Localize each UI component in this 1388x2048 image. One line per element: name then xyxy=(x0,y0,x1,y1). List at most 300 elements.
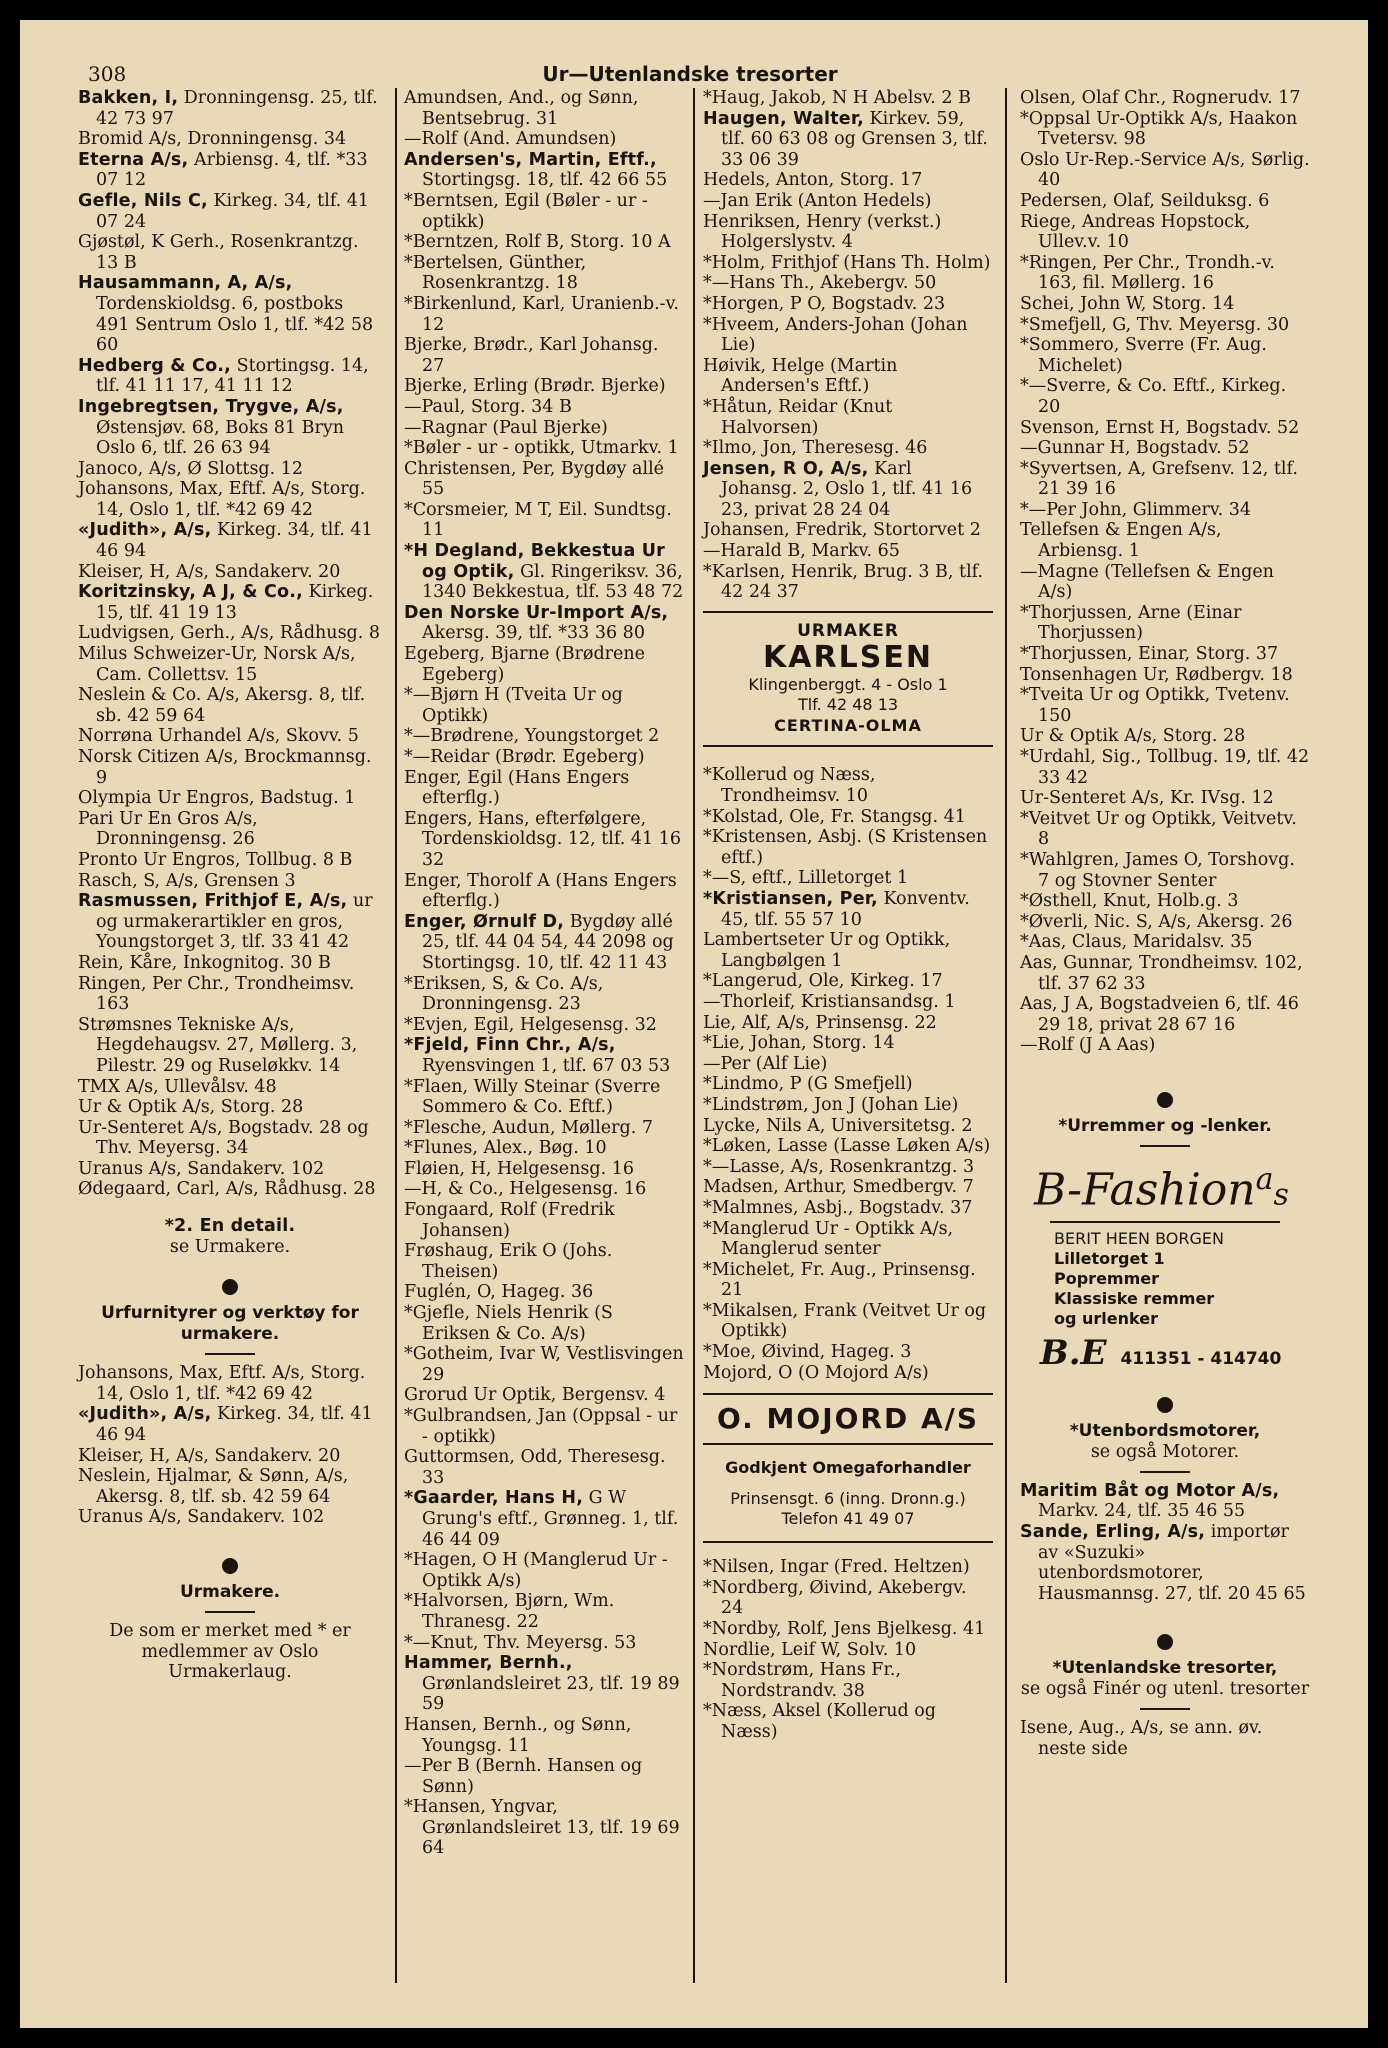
directory-entry xyxy=(703,765,993,806)
directory-entry xyxy=(404,1797,686,1859)
column-divider xyxy=(1005,88,1007,1983)
ad-mojord xyxy=(703,1401,993,1529)
entry-text: *Michelet, Fr. Aug., Prinsensg. 21 xyxy=(703,1259,976,1301)
entry-list xyxy=(1020,88,1310,1056)
entry-name: Bakken, I, xyxy=(78,88,179,108)
directory-entry xyxy=(404,1159,686,1180)
section-reference: se også Motorer. xyxy=(1090,1442,1240,1463)
entry-text: Engers, Hans, efterfølgere, Tordenskioldsg. 12, tlf. 41 16 32 xyxy=(404,808,681,870)
entry-text: *Nordberg, Øivind, Akebergv. 24 xyxy=(703,1577,967,1619)
entry-text: —Harald B, Markv. 65 xyxy=(703,541,900,562)
entry-text: Johansen, Fredrik, Stortorvet 2 xyxy=(703,520,981,541)
entry-text: *Halvorsen, Bjørn, Wm. Thranesg. 22 xyxy=(404,1591,615,1632)
directory-entry xyxy=(703,1116,993,1137)
entry-list xyxy=(78,1363,382,1528)
section-note: De som er merket med * er medlemmer av Oslo Urmakerlaug. xyxy=(109,1621,351,1683)
directory-entry xyxy=(1020,603,1310,644)
directory-entry xyxy=(1020,294,1310,315)
column-4 xyxy=(1020,88,1310,1759)
ad-address: Klingenberggt. 4 - Oslo 1 xyxy=(748,675,948,695)
entry-text: Tonsenhagen Ur, Rødbergv. 18 xyxy=(1020,664,1293,685)
directory-entry xyxy=(404,1077,686,1118)
directory-entry xyxy=(703,541,993,562)
directory-entry xyxy=(404,541,686,603)
entry-text: Ur-Senteret A/s, Kr. IVsg. 12 xyxy=(1020,788,1274,809)
entry-text: Fløien, H, Helgesensg. 16 xyxy=(404,1158,634,1179)
entry-text: *—S, eftf., Lilletorget 1 xyxy=(703,868,909,889)
column-3 xyxy=(703,88,993,1743)
directory-entry xyxy=(1020,150,1310,191)
entry-text: *Wahlgren, James O, Torshovg. 7 og Stovner Senter xyxy=(1020,849,1295,891)
entry-text: *Kollerud og Næss, Trondheimsv. 10 xyxy=(703,765,876,807)
entry-text: Høivik, Helge (Martin Andersen's Eftf.) xyxy=(703,355,898,397)
entry-text: Hedels, Anton, Storg. 17 xyxy=(703,170,923,191)
entry-text: Egeberg, Bjarne (Brødrene Egeberg) xyxy=(404,644,646,685)
directory-entry xyxy=(703,397,993,438)
directory-entry xyxy=(703,827,993,868)
directory-entry xyxy=(78,459,382,480)
entry-text: *Veitvet Ur og Optikk, Veitvetv. 8 xyxy=(1020,808,1297,850)
directory-entry xyxy=(78,1507,382,1528)
entry-text: Enger, Thorolf A (Hans Engers efterflg.) xyxy=(404,870,677,912)
section-title-urfurnityrer: Urfurnityrer og verktøy for urmakere. xyxy=(101,1303,359,1345)
ad-address: Lilletorget 1 xyxy=(1054,1248,1165,1268)
entry-text: *Oppsal Ur-Optikk A/s, Haakon Tvetersv. 98 xyxy=(1020,108,1298,150)
directory-entry xyxy=(1020,459,1310,500)
entry-text: *Flunes, Alex., Bøg. 10 xyxy=(404,1138,607,1159)
entry-text: Ødegaard, Carl, A/s, Rådhusg. 28 xyxy=(78,1179,376,1200)
directory-entry xyxy=(404,1756,686,1797)
entry-name: *Gaarder, Hans H, xyxy=(404,1488,584,1509)
directory-entry xyxy=(404,1488,686,1550)
entry-text: Fongaard, Rolf (Fredrik Johansen) xyxy=(404,1200,615,1241)
page-title: Ur—Utenlandske tresorter xyxy=(542,62,838,86)
entry-text: Fuglén, O, Hageg. 36 xyxy=(404,1282,594,1303)
directory-entry xyxy=(404,129,686,150)
directory-entry xyxy=(1020,809,1310,850)
entry-text: Kleiser, H, A/s, Sandakerv. 20 xyxy=(78,561,341,582)
entry-list xyxy=(78,88,382,1200)
directory-entry xyxy=(1020,912,1310,933)
entry-text: Akersg. 39, tlf. *33 36 80 xyxy=(422,623,645,644)
entry-text: Kirkev. 59, tlf. 60 63 08 og Grensen 3, tlf. 33 06 39 xyxy=(721,108,988,170)
ad-name: KARLSEN xyxy=(763,640,933,676)
entry-text: ur og urmakerartikler en gros, Youngstorget 3, tlf. 33 41 42 xyxy=(96,891,373,953)
entry-name: Enger, Ørnulf D, xyxy=(404,911,565,932)
directory-entry xyxy=(404,1282,686,1303)
directory-entry xyxy=(404,232,686,253)
divider xyxy=(1140,1471,1190,1473)
directory-entry xyxy=(404,88,686,129)
directory-entry xyxy=(404,1406,686,1447)
entry-text: —H, & Co., Helgesensg. 16 xyxy=(404,1179,647,1200)
bullet-icon xyxy=(1157,1634,1173,1650)
directory-entry xyxy=(1020,747,1310,788)
entry-list xyxy=(404,88,686,1859)
directory-entry xyxy=(703,1260,993,1301)
directory-entry xyxy=(1020,315,1310,336)
entry-name: Ingebregtsen, Trygve, A/s, xyxy=(78,396,344,417)
column-1 xyxy=(78,88,382,1683)
directory-entry xyxy=(404,1715,686,1756)
directory-entry xyxy=(404,1633,686,1654)
detail-heading: *2. En detail. xyxy=(164,1216,296,1237)
entry-text: Strømsnes Tekniske A/s, Hegdehaugsv. 27, Møllerg. 3, Pilestr. 29 og Ruseløkkv. 14 xyxy=(78,1014,358,1076)
divider xyxy=(703,1443,993,1445)
directory-entry xyxy=(703,1219,993,1260)
divider xyxy=(703,611,993,613)
directory-entry xyxy=(703,930,993,971)
ad-name: BERIT HEEN BORGEN xyxy=(1054,1228,1224,1248)
directory-entry xyxy=(78,1118,382,1159)
directory-entry xyxy=(404,294,686,335)
divider xyxy=(1140,1708,1190,1710)
directory-entry xyxy=(703,1198,993,1219)
monogram-icon: B.E xyxy=(1040,1332,1107,1373)
entry-name: *Fjeld, Finn Chr., A/s, xyxy=(404,1035,616,1056)
directory-entry xyxy=(404,397,686,418)
entry-text: *Berntzen, Rolf B, Storg. 10 A xyxy=(404,232,671,253)
directory-entry xyxy=(404,809,686,871)
entry-text: Isene, Aug., A/s, se ann. øv. neste side xyxy=(1020,1717,1263,1759)
directory-entry xyxy=(78,88,382,129)
directory-entry xyxy=(78,150,382,191)
entry-text: *Moe, Øivind, Hageg. 3 xyxy=(703,1342,912,1363)
section-title-motorer: *Utenbordsmotorer, xyxy=(1069,1421,1261,1442)
entry-text: —Rolf (J A Aas) xyxy=(1020,1035,1156,1056)
entry-text: *Tveita Ur og Optikk, Tvetenv. 150 xyxy=(1020,685,1290,726)
directory-page xyxy=(20,20,1368,2028)
directory-entry xyxy=(703,520,993,541)
entry-text: *Corsmeier, M T, Eil. Sundtsg. 11 xyxy=(404,499,672,541)
entry-text: —Magne (Tellefsen & Engen A/s) xyxy=(1020,561,1274,603)
entry-text: *Birkenlund, Karl, Uranienb.-v. 12 xyxy=(404,293,679,335)
directory-entry xyxy=(78,479,382,520)
entry-text: Markv. 24, tlf. 35 46 55 xyxy=(1038,1501,1246,1522)
entry-text: *Løken, Lasse (Lasse Løken A/s) xyxy=(703,1136,991,1157)
directory-entry xyxy=(78,1077,382,1098)
directory-entry xyxy=(78,232,382,273)
divider xyxy=(703,1393,993,1395)
entry-text: G W Grung's eftf., Grønneg. 1, tlf. 46 44 09 xyxy=(422,1488,679,1550)
entry-text: *Thorjussen, Arne (Einar Thorjussen) xyxy=(1020,602,1242,644)
directory-entry xyxy=(703,1578,993,1619)
directory-entry xyxy=(78,871,382,892)
directory-entry xyxy=(404,912,686,974)
entry-text: Aas, J A, Bogstadveien 6, tlf. 46 29 18, privat 28 67 16 xyxy=(1020,994,1299,1035)
directory-entry xyxy=(404,1591,686,1632)
entry-list xyxy=(703,1557,993,1742)
entry-text: *Gotheim, Ivar W, Vestlisvingen 29 xyxy=(404,1344,684,1385)
directory-entry xyxy=(703,868,993,889)
directory-entry xyxy=(404,1344,686,1385)
column-divider xyxy=(395,88,397,1983)
entry-name: Sande, Erling, A/s, xyxy=(1020,1521,1206,1542)
column-divider xyxy=(693,88,695,1983)
entry-text: Rasch, S, A/s, Grensen 3 xyxy=(78,870,296,891)
directory-entry xyxy=(404,500,686,541)
divider xyxy=(1140,1145,1190,1147)
entry-text: Kirkeg. 34, tlf. 41 46 94 xyxy=(96,520,373,562)
directory-entry xyxy=(1020,994,1310,1035)
directory-entry xyxy=(1020,212,1310,253)
ad-line: Klassiske remmer xyxy=(1054,1288,1215,1308)
entry-text: *Kolstad, Ole, Fr. Stangsg. 41 xyxy=(703,806,966,827)
directory-entry xyxy=(703,1095,993,1116)
entry-text: *Lie, Johan, Storg. 14 xyxy=(703,1033,895,1054)
directory-entry xyxy=(78,582,382,623)
entry-text: *Karlsen, Henrik, Brug. 3 B, tlf. 42 24 37 xyxy=(703,561,984,603)
directory-entry xyxy=(1020,191,1310,212)
entry-text: *—Sverre, & Co. Eftf., Kirkeg. 20 xyxy=(1020,376,1287,417)
directory-entry xyxy=(703,170,993,191)
entry-text: *Hagen, O H (Manglerud Ur - Optikk A/s) xyxy=(404,1550,668,1591)
entry-text: Madsen, Arthur, Smedbergv. 7 xyxy=(703,1177,974,1198)
directory-entry xyxy=(1020,1718,1310,1759)
directory-entry xyxy=(78,1466,382,1507)
entry-text: —Ragnar (Paul Bjerke) xyxy=(404,417,608,438)
directory-entry xyxy=(703,1177,993,1198)
entry-text: *Aas, Claus, Maridalsv. 35 xyxy=(1020,932,1253,953)
directory-entry xyxy=(1020,335,1310,376)
entry-text: Kirkeg. 34, tlf. 41 46 94 xyxy=(96,1404,373,1446)
directory-entry xyxy=(1020,1522,1310,1604)
directory-entry xyxy=(703,1640,993,1661)
directory-entry xyxy=(78,1179,382,1200)
entry-text: *—Bjørn H (Tveita Ur og Optikk) xyxy=(404,685,623,726)
entry-name: Jensen, R O, A/s, xyxy=(703,458,869,479)
entry-text: —Jan Erik (Anton Hedels) xyxy=(703,190,932,211)
divider xyxy=(205,1611,255,1613)
entry-name: Hammer, Bernh., xyxy=(404,1653,573,1674)
entry-text: *Lindstrøm, Jon J (Johan Lie) xyxy=(703,1094,959,1115)
directory-entry xyxy=(1020,418,1310,439)
entry-text: Rein, Kåre, Inkognitog. 30 B xyxy=(78,952,331,973)
directory-entry xyxy=(703,1157,993,1178)
directory-entry xyxy=(404,1653,686,1715)
entry-text: *Østhell, Knut, Holb.g. 3 xyxy=(1020,891,1239,912)
ad-subtitle: Godkjent Omegaforhandler xyxy=(725,1458,971,1478)
directory-entry xyxy=(404,1550,686,1591)
directory-entry xyxy=(1020,520,1310,561)
directory-entry xyxy=(703,971,993,992)
entry-text: Ryensvingen 1, tlf. 67 03 53 xyxy=(422,1055,671,1076)
entry-text: *Syvertsen, A, Grefsenv. 12, tlf. 21 39 16 xyxy=(1020,458,1298,500)
entry-name: Andersen's, Martin, Eftf., xyxy=(404,149,657,170)
divider xyxy=(703,745,993,747)
entry-name: *H Degland, Bekkestua Ur og Optik, xyxy=(404,541,666,582)
directory-entry xyxy=(404,1241,686,1282)
entry-text: *Sommero, Sverre (Fr. Aug. Michelet) xyxy=(1020,335,1267,376)
section-title-urremmer: *Urremmer og -lenker. xyxy=(1058,1115,1272,1136)
directory-entry xyxy=(404,685,686,726)
entry-text: *—Knut, Thv. Meyersg. 53 xyxy=(404,1632,637,1653)
entry-text: Guttormsen, Odd, Theresesg. 33 xyxy=(404,1447,666,1488)
entry-text: Olsen, Olaf Chr., Rognerudv. 17 xyxy=(1020,88,1301,108)
entry-text: Kirkeg. 34, tlf. 41 07 24 xyxy=(96,190,370,232)
directory-entry xyxy=(1020,891,1310,912)
directory-entry xyxy=(703,992,993,1013)
entry-text: Lycke, Nils A, Universitetsg. 2 xyxy=(703,1115,973,1136)
entry-text: *Flesche, Audun, Møllerg. 7 xyxy=(404,1117,653,1138)
entry-text: Ur & Optik A/s, Storg. 28 xyxy=(78,1097,304,1118)
entry-text: Johansons, Max, Eftf. A/s, Storg. 14, Oslo 1, tlf. *42 69 42 xyxy=(78,479,366,520)
entry-name: «Judith», A/s, xyxy=(78,1404,212,1425)
directory-entry xyxy=(78,726,382,747)
directory-entry xyxy=(78,1159,382,1180)
directory-entry xyxy=(404,603,686,644)
directory-entry xyxy=(1020,253,1310,294)
directory-entry xyxy=(78,1015,382,1077)
directory-entry xyxy=(703,1074,993,1095)
directory-entry xyxy=(78,953,382,974)
entry-text: Lie, Alf, A/s, Prinsensg. 22 xyxy=(703,1012,937,1033)
entry-text: Bromid A/s, Dronningensg. 34 xyxy=(78,129,347,150)
ad-phone: Tlf. 42 48 13 xyxy=(797,695,899,715)
entry-text: Tordenskioldsg. 6, postboks 491 Sentrum Oslo 1, tlf. *42 58 60 xyxy=(96,293,374,356)
entry-text: *Øverli, Nic. S, A/s, Akersg. 26 xyxy=(1020,911,1293,932)
bullet-icon xyxy=(222,1279,238,1295)
directory-entry xyxy=(1020,1481,1310,1522)
entry-text: Olympia Ur Engros, Badstug. 1 xyxy=(78,788,356,809)
entry-text: Frøshaug, Erik O (Johs. Theisen) xyxy=(404,1241,613,1282)
entry-text: Norsk Citizen A/s, Brockmannsg. 9 xyxy=(78,747,372,788)
bullet-icon xyxy=(1157,1397,1173,1413)
entry-text: *Ringen, Per Chr., Trondh.-v. 163, fil. Møllerg. 16 xyxy=(1020,252,1275,294)
entry-text: Milus Schweizer-Ur, Norsk A/s, Cam. Collettsv. 15 xyxy=(78,644,356,685)
directory-entry xyxy=(78,788,382,809)
directory-entry xyxy=(78,191,382,232)
directory-entry xyxy=(1020,88,1310,109)
directory-entry xyxy=(703,315,993,356)
entry-text: —Per B (Bernh. Hansen og Sønn) xyxy=(404,1756,643,1797)
directory-entry xyxy=(703,356,993,397)
entry-text: *Gjefle, Niels Henrik (S Eriksen & Co. A/s) xyxy=(404,1303,613,1344)
entry-name: *Kristiansen, Per, xyxy=(703,889,878,909)
entry-text: Bjerke, Erling (Brødr. Bjerke) xyxy=(404,376,666,397)
entry-text: Uranus A/s, Sandakerv. 102 xyxy=(78,1158,325,1179)
entry-name: Rasmussen, Frithjof E, A/s, xyxy=(78,891,348,912)
entry-text: Bygdøy allé 25, tlf. 44 04 54, 44 2098 og Stortingsg. 10, tlf. 42 11 43 xyxy=(422,911,674,973)
directory-entry xyxy=(703,273,993,294)
entry-text: *Kristensen, Asbj. (S Kristensen eftf.) xyxy=(703,827,988,868)
entry-text: Grønlandsleiret 23, tlf. 19 89 59 xyxy=(422,1673,680,1715)
directory-entry xyxy=(78,520,382,561)
divider xyxy=(703,1541,993,1543)
entry-text: Nordlie, Leif W, Solv. 10 xyxy=(703,1639,917,1660)
ad-label: URMAKER xyxy=(797,620,899,641)
directory-entry xyxy=(404,1447,686,1488)
directory-entry xyxy=(1020,109,1310,150)
entry-text: *Flaen, Willy Steinar (Sverre Sommero & Co. Eftf.) xyxy=(404,1076,661,1118)
entry-text: Gl. Ringeriksv. 36, 1340 Bekkestua, tlf. 53 48 72 xyxy=(422,561,684,603)
entry-text: Janoco, A/s, Ø Slottsg. 12 xyxy=(78,458,304,479)
directory-entry xyxy=(703,191,993,212)
entry-text: Gjøstøl, K Gerh., Rosenkrantzg. 13 B xyxy=(78,232,359,273)
directory-entry xyxy=(703,109,993,171)
entry-text: Ur-Senteret A/s, Bogstadv. 28 og Thv. Meyersg. 34 xyxy=(78,1117,369,1159)
entry-text: Dronningensg. 25, tlf. 42 73 97 xyxy=(96,88,378,129)
directory-entry xyxy=(703,438,993,459)
directory-entry xyxy=(703,294,993,315)
entry-text: Amundsen, And., og Sønn, Bentsebrug. 31 xyxy=(404,88,639,129)
entry-text: *Holm, Frithjof (Hans Th. Holm) xyxy=(703,252,991,273)
entry-text: Arbiensg. 4, tlf. *33 07 12 xyxy=(96,149,368,191)
directory-entry xyxy=(404,150,686,191)
entry-text: Norrøna Urhandel A/s, Skovv. 5 xyxy=(78,726,359,747)
directory-entry xyxy=(78,685,382,726)
entry-text: *Bøler - ur - optikk, Utmarkv. 1 xyxy=(404,438,679,459)
ad-name: O. MOJORD A/S xyxy=(716,1402,980,1436)
directory-entry xyxy=(1020,644,1310,665)
directory-entry xyxy=(703,212,993,253)
entry-text: Lambertseter Ur og Optikk, Langbølgen 1 xyxy=(703,930,951,971)
directory-entry xyxy=(1020,438,1310,459)
entry-name: «Judith», A/s, xyxy=(78,520,212,541)
entry-list xyxy=(1020,1481,1310,1605)
directory-entry xyxy=(404,418,686,439)
directory-entry xyxy=(404,974,686,1015)
directory-entry xyxy=(1020,788,1310,809)
directory-entry xyxy=(404,1035,686,1076)
directory-entry xyxy=(703,1013,993,1034)
ad-address: Prinsensgt. 6 (inng. Dronn.g.) xyxy=(730,1489,966,1509)
directory-entry xyxy=(703,459,993,521)
entry-text: *—Brødrene, Youngstorget 2 xyxy=(404,726,660,747)
entry-text: *—Per John, Glimmerv. 34 xyxy=(1020,499,1252,520)
directory-entry xyxy=(703,1136,993,1157)
directory-entry xyxy=(703,1701,993,1742)
entry-list xyxy=(703,88,993,603)
directory-entry xyxy=(703,1619,993,1640)
ad-brands: CERTINA-OLMA xyxy=(774,716,922,736)
directory-entry xyxy=(78,129,382,150)
divider xyxy=(205,1353,255,1355)
directory-entry xyxy=(703,1054,993,1075)
entry-text: —Rolf (And. Amundsen) xyxy=(404,129,617,150)
entry-text: *Nilsen, Ingar (Fred. Heltzen) xyxy=(703,1557,970,1578)
directory-entry xyxy=(404,644,686,685)
directory-entry xyxy=(78,891,382,953)
entry-text: Bjerke, Brødr., Karl Johansg. 27 xyxy=(404,335,659,376)
entry-text: —Paul, Storg. 34 B xyxy=(404,396,572,417)
entry-text: Stortingsg. 18, tlf. 42 66 55 xyxy=(422,170,668,191)
entry-text: —Gunnar H, Bogstadv. 52 xyxy=(1020,438,1250,459)
entry-text: *—Reidar (Brødr. Egeberg) xyxy=(404,747,645,767)
directory-entry xyxy=(78,562,382,583)
entry-text: Pronto Ur Engros, Tollbug. 8 B xyxy=(78,849,353,870)
entry-text: Riege, Andreas Hopstock, Ullev.v. 10 xyxy=(1020,211,1251,253)
directory-entry xyxy=(404,191,686,232)
entry-text: Stortingsg. 14, tlf. 41 11 17, 41 11 12 xyxy=(96,355,369,397)
directory-entry xyxy=(78,747,382,788)
directory-entry xyxy=(1020,726,1310,747)
directory-entry xyxy=(703,889,993,930)
directory-entry xyxy=(404,1385,686,1406)
entry-text: *Lindmo, P (G Smefjell) xyxy=(703,1074,913,1095)
entry-text: Enger, Egil (Hans Engers efterflg.) xyxy=(404,767,630,809)
directory-entry xyxy=(404,1200,686,1241)
entry-name: Eterna A/s, xyxy=(78,149,189,170)
entry-text: Ur & Optik A/s, Storg. 28 xyxy=(1020,726,1246,747)
directory-entry xyxy=(404,1015,686,1036)
entry-name: Den Norske Ur-Import A/s, xyxy=(404,602,669,623)
directory-entry xyxy=(404,459,686,500)
entry-text: *—Lasse, A/s, Rosenkrantzg. 3 xyxy=(703,1156,975,1177)
directory-entry xyxy=(1020,850,1310,891)
entry-text: *Hveem, Anders-Johan (Johan Lie) xyxy=(703,314,968,356)
directory-entry xyxy=(404,1179,686,1200)
